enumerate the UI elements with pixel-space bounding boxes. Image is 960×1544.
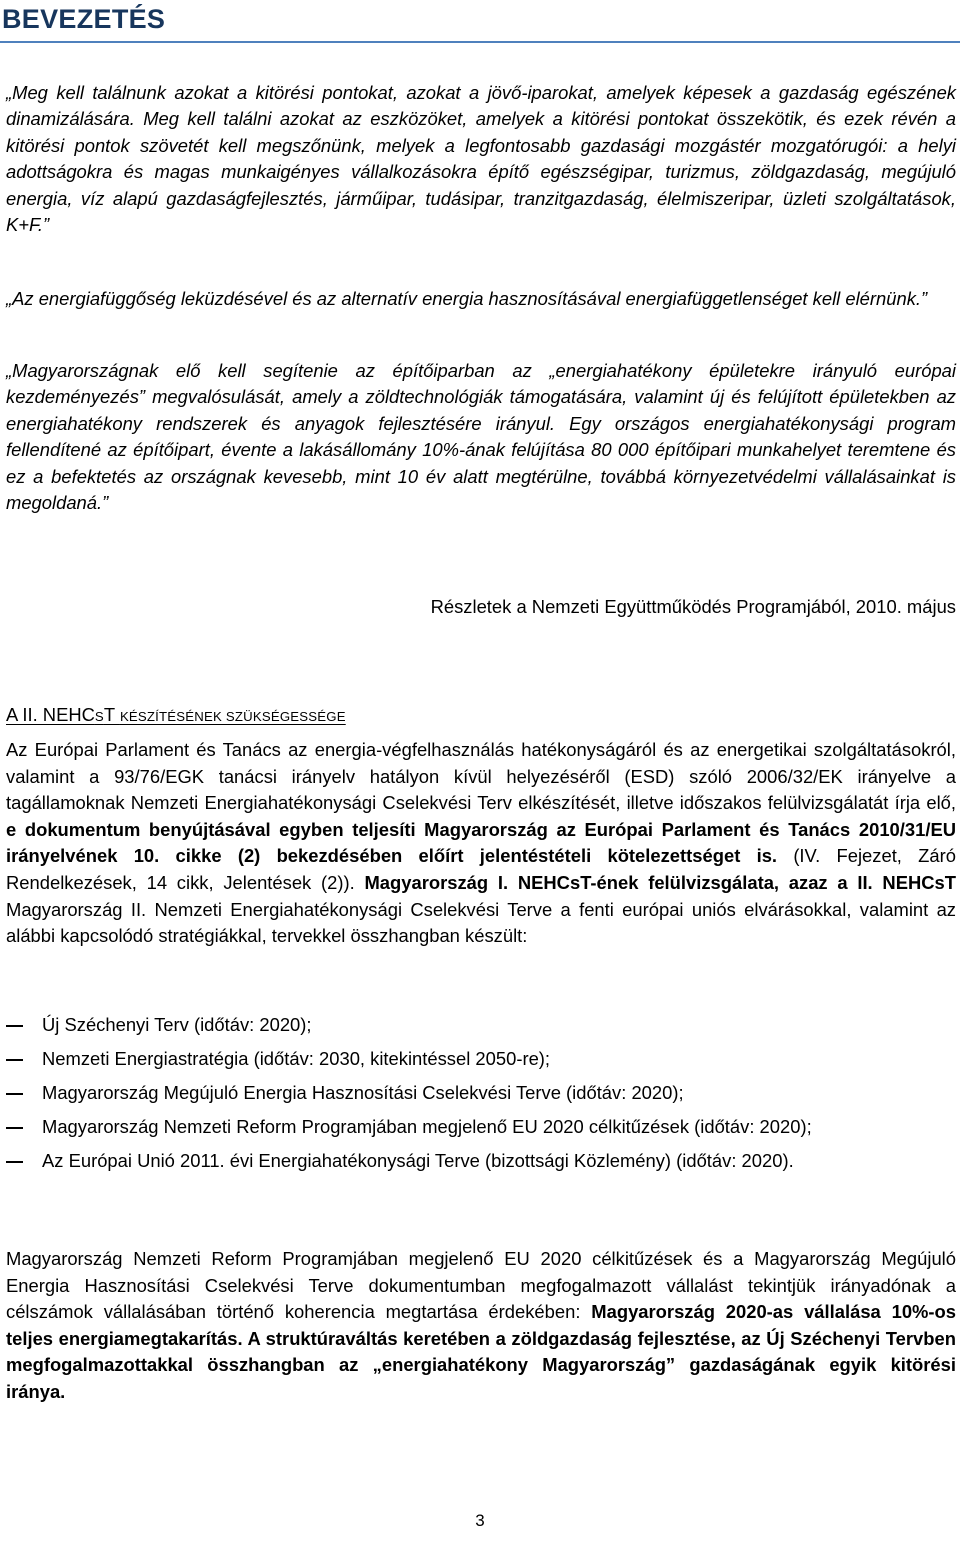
para1-text-1: Az Európai Parlament és Tanács az energia-végfelhasználás hatékonyságáról és az energetikai szolgáltatásokról, valamint a 93/76/EGK tanácsi irányelv hatályon kívül helyezéséről (ESD) szóló 2006/32/EK irányelve a tagállamoknak Nemzeti Energiahatékonysági Cselekvési Terv elkészítését, illetve időszakos felülvizsgálatát írja elő, xyxy=(6,739,956,814)
list-item-text: Új Széchenyi Terv (időtáv: 2020); xyxy=(42,1014,312,1035)
list-item-text: Magyarország Nemzeti Reform Programjában megjelenő EU 2020 célkitűzések (időtáv: 2020); xyxy=(42,1116,812,1138)
list-item xyxy=(6,1012,956,1039)
dash-bullet-icon xyxy=(6,1059,23,1061)
list-item xyxy=(6,1080,956,1107)
dash-bullet-icon xyxy=(6,1025,23,1027)
page-number: 3 xyxy=(475,1511,485,1530)
heading-rule xyxy=(0,41,960,43)
para1-text-3: Magyarország II. Nemzeti Energiahatékonysági Cselekvési Terve a fenti európai uniós elvárásokkal, valamint az alábbi kapcsolódó stratégiákkal, tervekkel összhangban készült: xyxy=(6,898,956,947)
dash-bullet-icon xyxy=(6,1127,23,1129)
section-title xyxy=(6,702,346,730)
quote-paragraph-2: „Az energiafüggőség leküzdésével és az alternatív energia hasznosításával energiafüggetlenséget kell elérnünk.” xyxy=(6,288,928,309)
body-paragraph-1 xyxy=(6,737,956,950)
para1-bold-1: e dokumentum benyújtásával egyben teljesíti Magyarország az Európai Parlament és Tanács 2010/31/EU irányelvének 10. cikke (2) bekezdésében előírt jelentéstételi kötelezettséget is. xyxy=(6,818,956,867)
section-title-small-s: S xyxy=(94,709,104,724)
list-item-text: Az Európai Unió 2011. évi Energiahatékonysági Terve (bizottsági Közlemény) (időtáv: 2020). xyxy=(42,1150,794,1172)
dash-bullet-icon xyxy=(6,1161,23,1163)
section-title-t: T xyxy=(103,704,120,725)
list-item xyxy=(6,1148,956,1175)
list-item xyxy=(6,1114,956,1141)
quote-source: Részletek a Nemzeti Együttműködés Programjából, 2010. május xyxy=(430,596,956,617)
para2-bold-1: Magyarország 2020-as vállalása 10%-os teljes energiamegtakarítás. A struktúraváltás keretében a zöldgazdaság fejlesztése, az Új Széchenyi Tervben megfogalmazottakkal összhangban az „energiahatékony Magyarország” gazdaságának egyik kitörési iránya. xyxy=(6,1301,956,1402)
section-title-prefix: A II. NEHC xyxy=(6,704,95,725)
quote-paragraph-1: „Meg kell találnunk azokat a kitörési pontokat, azokat a jövő-iparokat, amelyek képesek a gazdaság egészének dinamizálására. Meg kell találni azokat az eszközöket, amelyek a kitörési pontokat összekötik, és ezek révén a kitörési pontok szövetét kell megszőnünk, melyek a legfontosabb gazdasági mozgástér mozgatórugói: a helyi adottságokra és magas munkaigényes vállalkozásokra építő egészségipar, turizmus, zöldgazdaság, megújuló energia, víz alapú gazdaságfejlesztés, járműipar, tudásipar, tranzitgazdaság, élelmiszeripar, üzleti szolgáltatások, K+F.” xyxy=(6,82,956,236)
page-heading: BEVEZETÉS xyxy=(2,4,166,34)
list-item xyxy=(6,1046,956,1073)
body-paragraph-2 xyxy=(6,1246,956,1406)
dash-bullet-icon xyxy=(6,1093,23,1095)
list-item-text: Magyarország Megújuló Energia Hasznosítási Cselekvési Terve (időtáv: 2020); xyxy=(42,1082,684,1104)
quote-paragraph-3: „Magyarországnak elő kell segítenie az építőiparban az „energiahatékony épületekre irányuló európai kezdeményezés” megvalósulását, amely a zöldtechnológiák támogatására, valamint új és felújított épületekben az energiahatékony rendszerek és anyagok fejlesztésére irányul. Egy országos energiahatékonysági program fellendítené az építőipart, évente a lakásállomány 10%-ának felújítása 80 000 építőipari munkahelyet teremtene és ez a befektetés az országnak kevesebb, mint 10 év alatt megtérülne, továbbá környezetvédelmi vállalásainkat is megoldaná.” xyxy=(6,360,956,514)
para1-text-2: (IV. Fejezet, Záró Rendelkezések, 14 cikk, Jelentések (2)). xyxy=(6,845,956,893)
strategy-list xyxy=(6,1012,956,1182)
section-title-rest: KÉSZÍTÉSÉNEK SZÜKSÉGESSÉGE xyxy=(119,709,346,724)
para1-bold-2: Magyarország I. NEHCsT-ének felülvizsgálata, azaz a II. NEHCsT xyxy=(364,871,956,893)
list-item-text: Nemzeti Energiastratégia (időtáv: 2030, kitekintéssel 2050-re); xyxy=(42,1048,551,1070)
para2-text-1: Magyarország Nemzeti Reform Programjában megjelenő EU 2020 célkitűzések és a Magyarország Megújuló Energia Hasznosítási Cselekvési Terve dokumentumban megfogalmazott vállalást tekintjük irányadónak a célszámok vállalásában történő koherencia megtartása érdekében: xyxy=(6,1248,956,1323)
